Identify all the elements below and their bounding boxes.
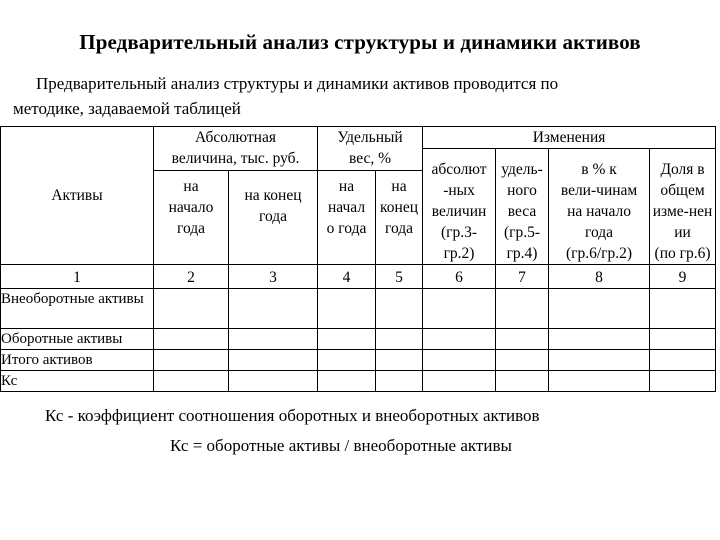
header-text: на [183,178,199,196]
header-text: на начало [567,203,631,220]
table-cell [376,371,423,392]
header-text: (по гр.6) [654,245,711,262]
header-text: начал [327,199,366,217]
ks-definition: Кс - коэффициент соотношения оборотных и внеоборотных активов [45,406,540,425]
table-cell [229,329,318,350]
header-absolute-line-1: Абсолютная [195,129,276,146]
header-text: на [338,178,355,196]
row-label-total-assets: Итого активов [1,350,154,371]
header-text: (гр.5- [504,224,541,241]
header-text: года [176,220,206,238]
header-text: начало [168,199,214,217]
header-change-percent [549,149,650,265]
header-absolute-line-2: величина, тыс. руб. [171,150,300,167]
column-number: 7 [496,265,549,289]
table-cell [549,371,650,392]
header-text: ного [507,182,537,199]
table-cell [229,350,318,371]
header-absolute-value [154,127,318,171]
header-text: Доля в [660,161,705,178]
header-text: величин [431,203,487,220]
header-changes: Изменения [423,127,716,149]
header-abs-start [154,171,229,265]
table-cell [423,329,496,350]
table-cell [154,350,229,371]
intro-line-2: методике, задаваемой таблицей [13,99,241,118]
header-share-line-1: Удельный [337,129,403,146]
table-cell [318,329,376,350]
table-cell [496,350,549,371]
header-share-start [318,171,376,265]
table-cell [376,350,423,371]
table-cell [229,371,318,392]
table-row [1,329,716,350]
header-text: года [585,224,614,241]
header-text: гр.4) [506,245,538,262]
header-text: (гр.6/гр.2) [565,245,633,262]
table-cell [318,350,376,371]
header-share-line-2: вес, % [349,150,392,167]
header-text: веса [507,203,537,220]
table-cell [423,350,496,371]
header-change-share [496,149,549,265]
table-row [1,371,716,392]
table-cell [376,329,423,350]
header-text: на конец [244,187,302,205]
header-text: -ных [443,182,475,199]
header-text: о года [326,220,367,238]
header-text: года [258,208,288,226]
header-text: гр.2) [443,245,475,262]
header-share [318,127,423,171]
table-cell [229,289,318,329]
table-cell [549,329,650,350]
column-number: 9 [650,265,716,289]
header-abs-end [229,171,318,265]
table-cell [650,350,716,371]
row-label-noncurrent-assets: Внеоборотные активы [1,289,154,329]
ks-formula: Кс = оборотные активы / внеоборотные активы [170,436,512,455]
header-text: (гр.3- [441,224,478,241]
column-number: 4 [318,265,376,289]
page-title: Предварительный анализ структуры и динамики активов [79,30,641,54]
header-text: удель- [501,161,543,178]
table-cell [650,371,716,392]
table-cell [154,329,229,350]
table-cell [318,289,376,329]
row-label-ks: Кс [1,371,154,392]
table-cell [650,289,716,329]
header-text: года [385,220,414,238]
header-change-portion [650,149,716,265]
table-cell [423,289,496,329]
intro-line-1: Предварительный анализ структуры и динамики активов проводится по [36,74,559,93]
header-change-absolute [423,149,496,265]
table-cell [376,289,423,329]
row-label-current-assets: Оборотные активы [1,329,154,350]
table-cell [318,371,376,392]
column-number: 8 [549,265,650,289]
table-cell [154,371,229,392]
column-number: 6 [423,265,496,289]
column-numbers-row [1,265,716,289]
header-text: изме-нен [652,203,713,220]
header-text: конец [380,199,418,217]
header-text: абсолют [431,161,487,178]
intro-paragraph [13,71,713,121]
header-text: вели-чинам [560,182,638,199]
column-number: 1 [1,265,154,289]
header-text: ии [674,224,691,241]
table-cell [496,371,549,392]
table-cell [496,329,549,350]
header-text: на [391,178,407,196]
column-number: 5 [376,265,423,289]
header-share-end [376,171,423,265]
table-cell [549,350,650,371]
table-cell [496,289,549,329]
column-number: 3 [229,265,318,289]
table-cell [154,289,229,329]
table-cell [549,289,650,329]
table-row [1,289,716,329]
table-row [1,350,716,371]
header-assets: Активы [1,127,154,265]
assets-analysis-table [0,126,716,392]
table-cell [423,371,496,392]
column-number: 2 [154,265,229,289]
table-cell [650,329,716,350]
header-text: общем [660,182,705,199]
header-text: в % к [581,161,617,178]
